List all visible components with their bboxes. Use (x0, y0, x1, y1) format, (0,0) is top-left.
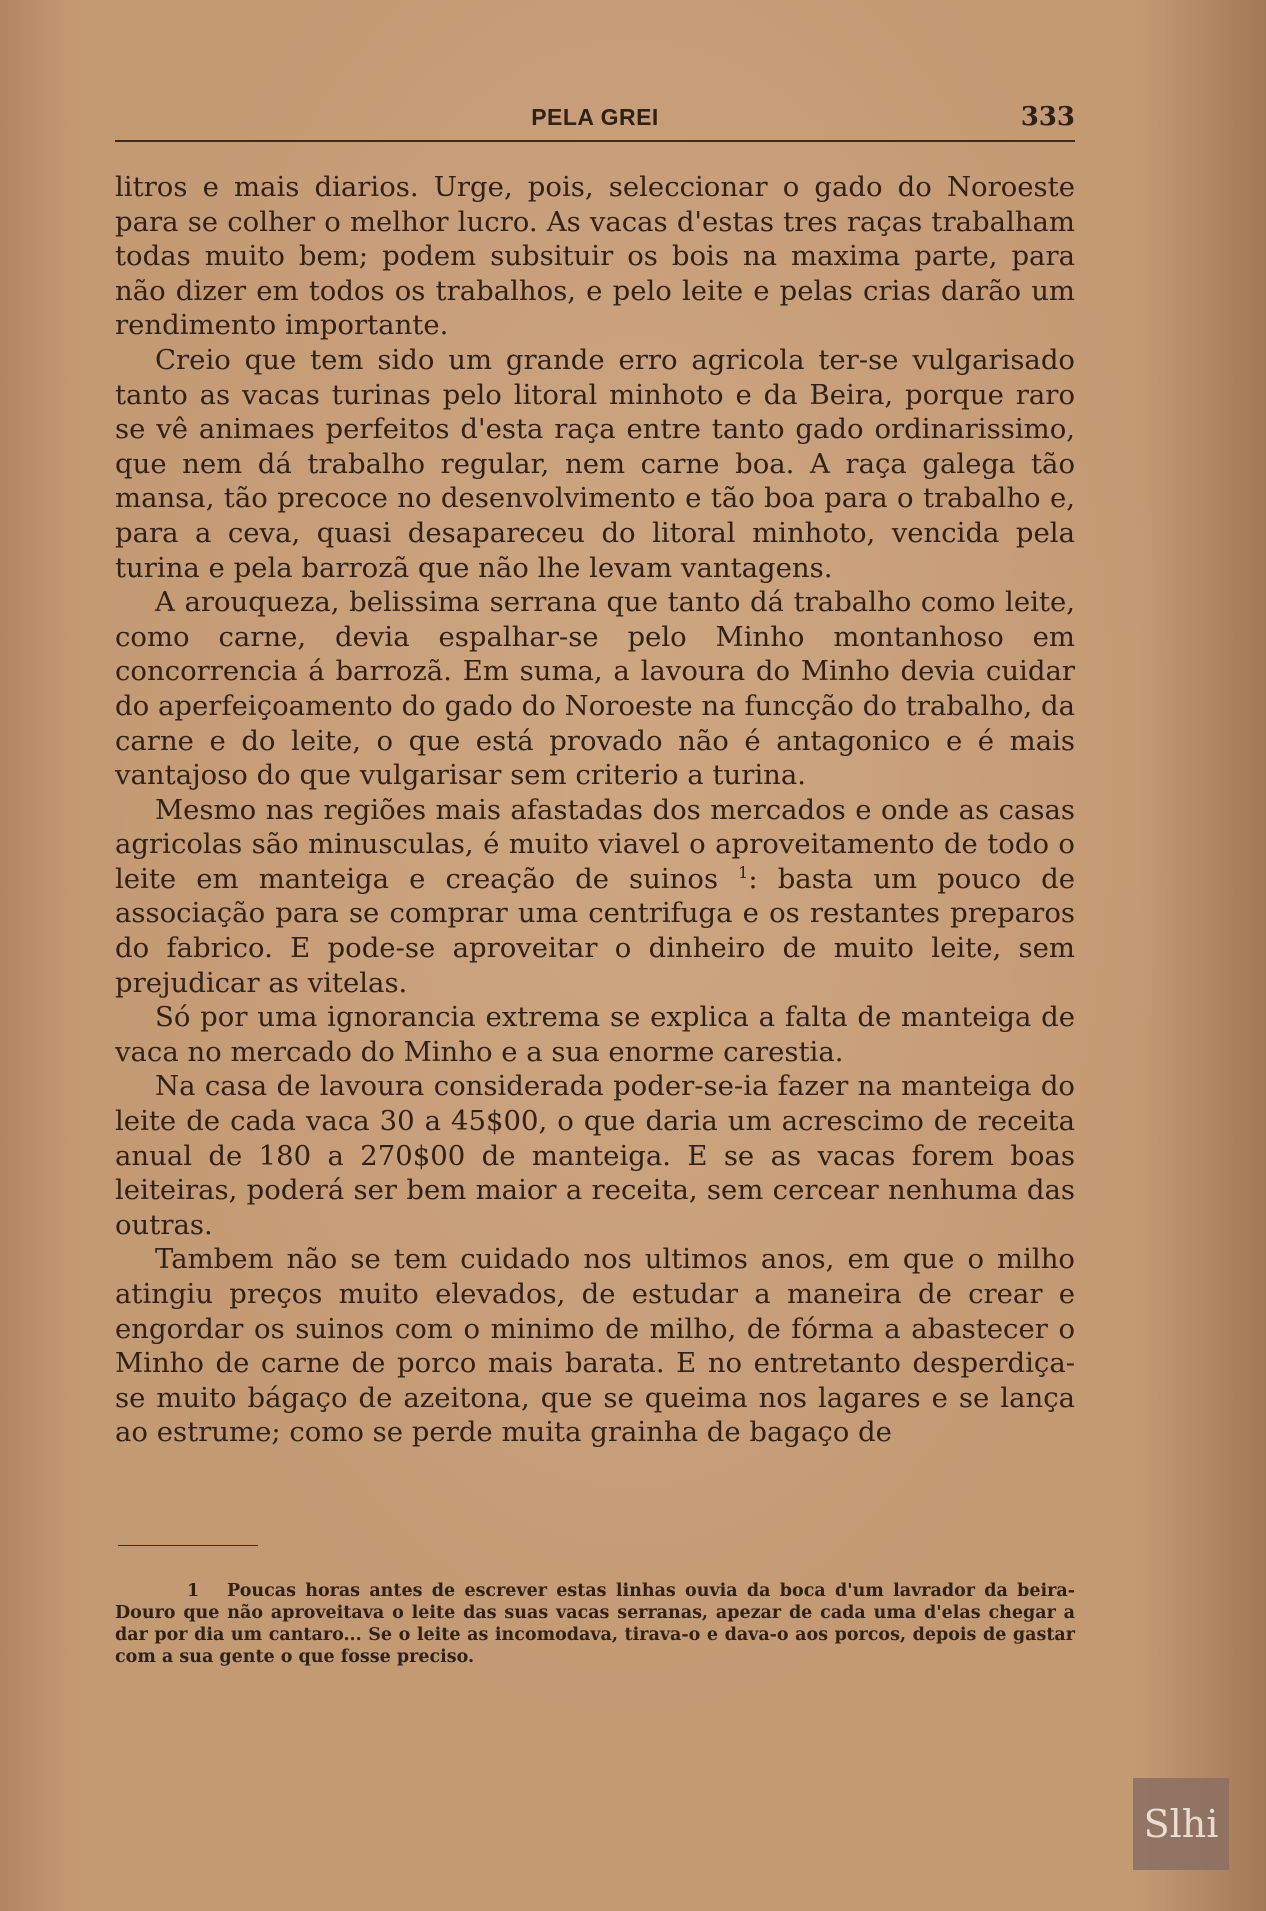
paragraph-text: : basta um pouco de associação para se comprar uma centrifuga e os restantes preparos do fabrico. E pode-se aproveitar o dinheiro de muito leite, sem prejudicar as vitelas. (115, 862, 1075, 999)
paragraph: litros e mais diarios. Urge, pois, seleccionar o gado do Noroeste para se colher o melhor lucro. As vacas d'estas tres raças trabalham todas muito bem; podem subsituir os bois na maxima parte, para não dizer em todos os trabalhos, e pelo leite e pelas crias darão um rendimento importante. (115, 171, 1075, 342)
footnote-text: Poucas horas antes de escrever estas linhas ouvia da boca d'um lavrador da beira-Douro que não aproveitava o leite das suas vacas serranas, apezar de cada uma d'elas chegar a dar por dia um cantaro... Se o leite as incomodava, tirava-o e dava-o aos porcos, depois de gastar com a sua gente o que fosse preciso. (115, 1581, 1075, 1667)
footnote-rule (118, 1545, 258, 1546)
footnote-reference: 1 (738, 862, 749, 882)
footnote-mark: 1 (187, 1581, 200, 1601)
page-header (115, 100, 1075, 140)
paragraph: Tambem não se tem cuidado nos ultimos anos, em que o milho atingiu preços muito elevados, de estudar a maneira de crear e engordar os suinos com o minimo de milho, de fórma a abastecer o Minho de carne de porco mais barata. E no entretanto desperdiça-se muito bágaço de azeitona, que se queima nos lagares e se lança ao estrume; como se perde muita grainha de bagaço de (115, 1243, 1075, 1449)
page-number: 333 (1020, 102, 1075, 132)
paragraph: Só por uma ignorancia extrema se explica a falta de manteiga de vaca no mercado do Minho e a sua enorme carestia. (115, 1001, 1075, 1068)
body-text (115, 170, 1075, 1450)
header-rule (115, 140, 1075, 142)
paragraph: Creio que tem sido um grande erro agricola ter-se vulgarisado tanto as vacas turinas pelo litoral minhoto e da Beira, porque raro se vê animaes perfeitos d'esta raça entre tanto gado ordinarissimo, que nem dá trabalho regular, nem carne boa. A raça galega tão mansa, tão precoce no desenvolvimento e tão boa para o trabalho e, para a ceva, quasi desapareceu do litoral minhoto, vencida pela turina e pela barrozã que não lhe levam vantagens. (115, 343, 1075, 584)
running-title: PELA GREI (531, 104, 659, 130)
library-logo: Slhi (1133, 1778, 1229, 1870)
paragraph: Na casa de lavoura considerada poder-se-ia fazer na manteiga do leite de cada vaca 30 a 45$00, o que daria um acrescimo de receita anual de 180 a 270$00 de manteiga. E se as vacas forem boas leiteiras, poderá ser bem maior a receita, sem cercear nenhuma das outras. (115, 1070, 1075, 1241)
paragraph (115, 793, 1075, 1001)
paragraph-text: Mesmo nas regiões mais afastadas dos mercados e onde as casas agricolas são minusculas, é muito viavel o aproveitamento de todo o leite em manteiga e creação de suinos (115, 793, 1075, 895)
paragraph: A arouqueza, belissima serrana que tanto dá trabalho como leite, como carne, devia espalhar-se pelo Minho montanhoso em concorrencia á barrozã. Em suma, a lavoura do Minho devia cuidar do aperfeiçoamento do gado do Noroeste na funcção do trabalho, da carne e do leite, o que está provado não é antagonico e é mais vantajoso do que vulgarisar sem criterio a turina. (115, 586, 1075, 792)
footnote (115, 1580, 1075, 1668)
